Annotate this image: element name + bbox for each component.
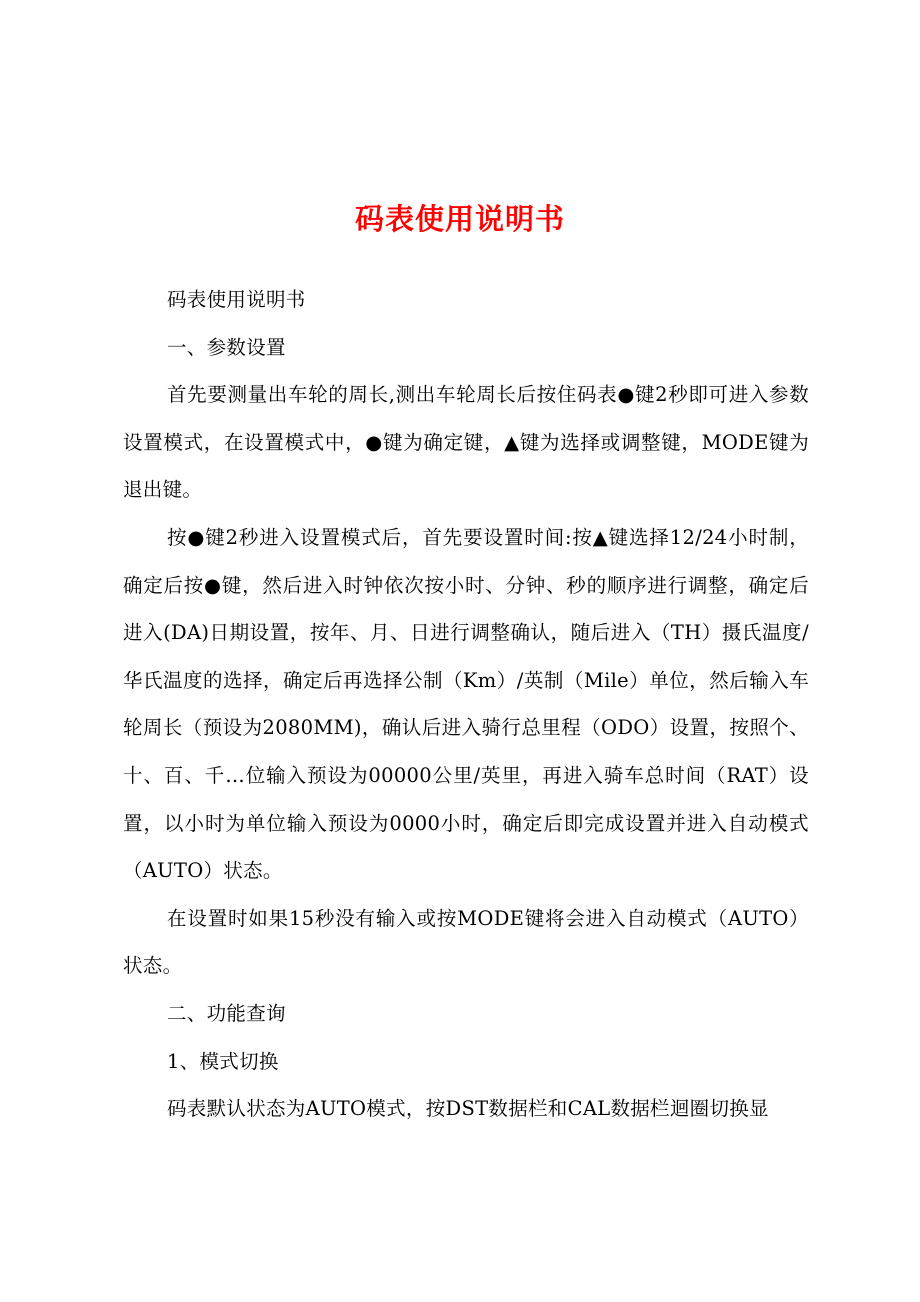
document-body <box>123 276 809 1133</box>
document-title: 码表使用说明书 <box>354 202 565 236</box>
body-paragraph: 按●键2秒进入设置模式后，首先要设置时间:按▲键选择12/24小时制，确定后按●键，然后进入时钟依次按小时、分钟、秒的顺序进行调整，确定后进入(DA)日期设置，按年、月、日进行调整确认，随后进入（TH）摄氏温度/华氏温度的选择，确定后再选择公制（Km）/英制（Mile）单位，然后输入车轮周长（预设为2080MM)，确认后进入骑行总里程（ODO）设置，按照个、十、百、千…位输入预设为00000公里/英里，再进入骑车总时间（RAT）设置，以小时为单位输入预设为0000小时，确定后即完成设置并进入自动模式（AUTO）状态。 <box>123 525 809 883</box>
body-paragraph: 在设置时如果15秒没有输入或按MODE键将会进入自动模式（AUTO）状态。 <box>123 906 809 978</box>
subsection-heading-mode-switch: 1、模式切换 <box>167 1049 279 1073</box>
body-paragraph-subtitle: 码表使用说明书 <box>167 288 306 311</box>
section-heading-parameter-settings: 一、参数设置 <box>167 335 286 359</box>
body-paragraph: 首先要测量出车轮的周长,测出车轮周长后按住码表●键2秒即可进入参数设置模式，在设置模式中，●键为确定键，▲键为选择或调整键，MODE键为退出键。 <box>123 383 809 502</box>
body-paragraph: 码表默认状态为AUTO模式，按DST数据栏和CAL数据栏迴圈切换显 <box>167 1097 769 1121</box>
section-heading-function-query: 二、功能查询 <box>167 1001 286 1025</box>
